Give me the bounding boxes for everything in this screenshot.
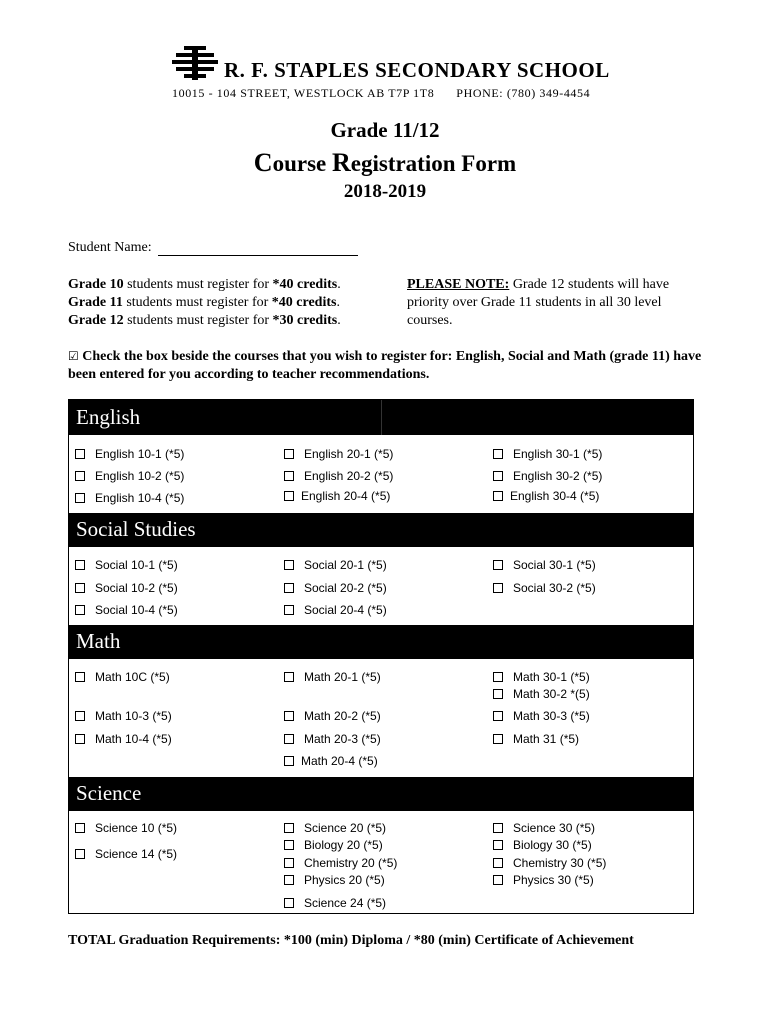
checkbox-icon[interactable] (75, 560, 85, 570)
course-checkbox[interactable] (284, 896, 386, 910)
course-label: Science 20 (*5) (304, 821, 387, 835)
course-label: Science 14 (*5) (95, 847, 178, 861)
req-grade: Grade 10 (68, 277, 124, 292)
credit-requirements (68, 276, 341, 330)
checkbox-icon[interactable] (493, 449, 503, 459)
instructions-text: Check the box beside the courses that you wish to register for: English, Social and Math (grade 11) have been entered for you according to teacher recommendations. (68, 349, 702, 382)
form-title-c: C (253, 148, 273, 177)
course-label: English 10-1 (*5) (95, 447, 185, 461)
course-checkbox[interactable] (284, 732, 381, 746)
checkbox-icon[interactable] (284, 756, 294, 766)
course-label: Math 31 (*5) (513, 732, 580, 746)
req-end: . (337, 277, 341, 292)
phone-text: PHONE: (780) 349-4454 (456, 86, 591, 100)
checkbox-icon[interactable] (284, 605, 294, 615)
course-label: Math 20-1 (*5) (304, 670, 381, 684)
course-checkbox[interactable] (493, 856, 606, 870)
checkbox-icon[interactable] (493, 858, 503, 868)
course-label: Social 20-4 (*5) (304, 603, 387, 617)
course-label: Physics 30 (*5) (513, 873, 594, 887)
course-checkbox[interactable] (284, 838, 383, 852)
section-title: Science (76, 781, 142, 805)
req-end: . (336, 295, 340, 310)
school-address (172, 86, 590, 101)
course-label: Social 30-2 (*5) (513, 581, 596, 595)
section-header-science (69, 777, 693, 811)
course-label: Math 10C (*5) (95, 670, 170, 684)
req-end: . (337, 313, 341, 328)
course-label: Math 10-4 (*5) (95, 732, 172, 746)
checkbox-icon[interactable] (493, 672, 503, 682)
header-divider (381, 400, 382, 435)
course-checkbox[interactable] (493, 469, 602, 483)
checkbox-icon[interactable] (493, 711, 503, 721)
course-checkbox[interactable] (493, 670, 590, 684)
grade-title: Grade 11/12 (330, 118, 440, 142)
course-label: Social 30-1 (*5) (513, 558, 596, 572)
checkbox-icon[interactable] (284, 672, 294, 682)
course-checkbox[interactable] (284, 603, 387, 617)
checkbox-icon[interactable] (75, 471, 85, 481)
course-label: Social 20-2 (*5) (304, 581, 387, 595)
school-name: R. F. STAPLES SECONDARY SCHOOL (224, 58, 610, 82)
requirement-row (68, 294, 341, 312)
section-header-social (69, 513, 693, 547)
course-table (68, 399, 694, 914)
graduation-requirements: TOTAL Graduation Requirements: *100 (min) Diploma / *80 (min) Certificate of Achievement (68, 933, 634, 948)
note-text: Grade 12 students will have priority over Grade 11 students in all 30 level courses. (407, 277, 670, 328)
course-checkbox[interactable] (493, 581, 596, 595)
course-checkbox[interactable] (493, 558, 596, 572)
req-text: students must register for (123, 313, 273, 328)
checkbox-icon[interactable] (284, 840, 294, 850)
course-label: Math 20-2 (*5) (304, 709, 381, 723)
course-checkbox[interactable] (284, 447, 393, 461)
course-checkbox[interactable] (75, 469, 184, 483)
checkbox-icon[interactable] (493, 875, 503, 885)
req-credits: *40 credits (272, 277, 338, 292)
course-checkbox[interactable] (75, 732, 172, 746)
requirement-row (68, 276, 341, 294)
course-label: Science 30 (*5) (513, 821, 596, 835)
req-text: students must register for (123, 277, 273, 292)
course-label: English 20-1 (*5) (304, 447, 394, 461)
checkbox-icon[interactable] (284, 898, 294, 908)
section-title: English (76, 405, 141, 429)
address-text: 10015 - 104 STREET, WESTLOCK AB T7P 1T8 (172, 86, 435, 100)
course-label: English 20-4 (*5) (301, 489, 391, 503)
checkbox-icon[interactable] (284, 583, 294, 593)
course-label: Chemistry 30 (*5) (513, 856, 607, 870)
course-checkbox[interactable] (284, 856, 397, 870)
course-checkbox[interactable] (75, 709, 172, 723)
checkbox-icon[interactable] (284, 875, 294, 885)
course-checkbox[interactable] (284, 558, 387, 572)
school-year: 2018-2019 (343, 181, 427, 202)
req-grade: Grade 11 (68, 295, 123, 310)
course-label: English 20-2 (*5) (304, 469, 394, 483)
checkbox-icon[interactable] (493, 840, 503, 850)
req-grade: Grade 12 (68, 313, 124, 328)
checkbox-icon[interactable] (75, 583, 85, 593)
requirement-row (68, 312, 341, 330)
checkbox-icon[interactable] (493, 560, 503, 570)
course-checkbox[interactable] (75, 603, 178, 617)
checkbox-icon[interactable] (493, 583, 503, 593)
course-checkbox[interactable] (493, 732, 579, 746)
course-label: Math 20-3 (*5) (304, 732, 381, 746)
section-header-math (69, 625, 693, 659)
course-label: English 30-4 (*5) (510, 489, 600, 503)
course-label: Science 24 (*5) (304, 896, 387, 910)
course-label: Biology 20 (*5) (304, 838, 383, 852)
section-title: Math (76, 629, 121, 653)
section-title: Social Studies (76, 517, 196, 541)
course-checkbox[interactable] (493, 709, 590, 723)
course-checkbox[interactable] (75, 581, 178, 595)
course-label: Social 20-1 (*5) (304, 558, 387, 572)
checkbox-icon[interactable] (284, 711, 294, 721)
checkbox-icon[interactable] (284, 734, 294, 744)
checkbox-icon[interactable] (493, 823, 503, 833)
course-checkbox[interactable] (284, 469, 393, 483)
course-checkbox[interactable] (284, 581, 387, 595)
course-checkbox[interactable] (284, 709, 381, 723)
course-label: Math 30-1 (*5) (513, 670, 590, 684)
req-text: students must register for (122, 295, 272, 310)
checkbox-icon[interactable] (75, 605, 85, 615)
course-label: Math 30-3 (*5) (513, 709, 590, 723)
course-label: English 30-1 (*5) (513, 447, 603, 461)
checkbox-icon[interactable] (75, 734, 85, 744)
checkbox-icon[interactable] (284, 471, 294, 481)
course-checkbox[interactable] (284, 873, 385, 887)
course-label: Social 10-4 (*5) (95, 603, 178, 617)
checkbox-icon[interactable] (284, 491, 294, 501)
school-header (0, 44, 770, 106)
course-label: Physics 20 (*5) (304, 873, 385, 887)
course-checkbox[interactable] (75, 670, 170, 684)
course-checkbox[interactable] (493, 687, 590, 701)
course-checkbox[interactable] (493, 489, 599, 503)
course-label: Social 10-1 (*5) (95, 558, 178, 572)
form-title-part2: egistration Form (350, 151, 517, 176)
course-checkbox[interactable] (493, 447, 602, 461)
course-checkbox[interactable] (493, 838, 592, 852)
form-title-r: R (331, 148, 351, 177)
checkbox-icon[interactable] (75, 711, 85, 721)
course-label: English 30-2 (*5) (513, 469, 603, 483)
course-label: Math 10-3 (*5) (95, 709, 172, 723)
student-name-field[interactable] (158, 241, 358, 256)
checkbox-icon[interactable] (75, 849, 85, 859)
form-title (0, 148, 770, 178)
note-label: PLEASE NOTE: (407, 277, 510, 292)
form-title-part1: ourse (272, 151, 332, 176)
course-checkbox[interactable] (493, 821, 595, 835)
checkbox-icon[interactable] (284, 823, 294, 833)
course-label: Math 20-4 (*5) (301, 754, 378, 768)
course-checkbox[interactable] (284, 670, 381, 684)
checkbox-icon[interactable] (284, 449, 294, 459)
instructions (68, 347, 708, 384)
course-checkbox[interactable] (75, 491, 184, 505)
student-name-label: Student Name: (68, 240, 152, 255)
checkbox-icon[interactable] (75, 449, 85, 459)
course-checkbox[interactable] (75, 558, 178, 572)
course-label: Social 10-2 (*5) (95, 581, 178, 595)
course-label: Science 10 (*5) (95, 821, 178, 835)
checkbox-icon[interactable] (75, 823, 85, 833)
checkbox-icon[interactable] (493, 734, 503, 744)
course-checkbox[interactable] (75, 847, 177, 861)
checkbox-icon[interactable] (75, 672, 85, 682)
course-checkbox[interactable] (75, 447, 184, 461)
checkbox-icon[interactable] (493, 491, 503, 501)
req-credits: *30 credits (272, 313, 338, 328)
course-checkbox[interactable] (284, 754, 378, 768)
student-name-row (68, 240, 358, 256)
course-checkbox[interactable] (75, 821, 177, 835)
course-checkbox[interactable] (284, 489, 390, 503)
checkbox-icon[interactable] (284, 858, 294, 868)
course-label: Chemistry 20 (*5) (304, 856, 398, 870)
checkbox-icon[interactable] (493, 689, 503, 699)
checkbox-icon[interactable] (75, 493, 85, 503)
course-label: Math 30-2 *(5) (513, 687, 590, 701)
course-label: English 10-2 (*5) (95, 469, 185, 483)
checkbox-icon[interactable] (284, 560, 294, 570)
course-label: Biology 30 (*5) (513, 838, 592, 852)
please-note (407, 276, 707, 330)
course-checkbox[interactable] (493, 873, 594, 887)
req-credits: *40 credits (271, 295, 337, 310)
section-header-english (69, 400, 693, 435)
course-label: English 10-4 (*5) (95, 491, 185, 505)
school-logo-icon (172, 46, 218, 80)
checkbox-checked-icon: ☑ (68, 349, 79, 363)
checkbox-icon[interactable] (493, 471, 503, 481)
course-checkbox[interactable] (284, 821, 386, 835)
